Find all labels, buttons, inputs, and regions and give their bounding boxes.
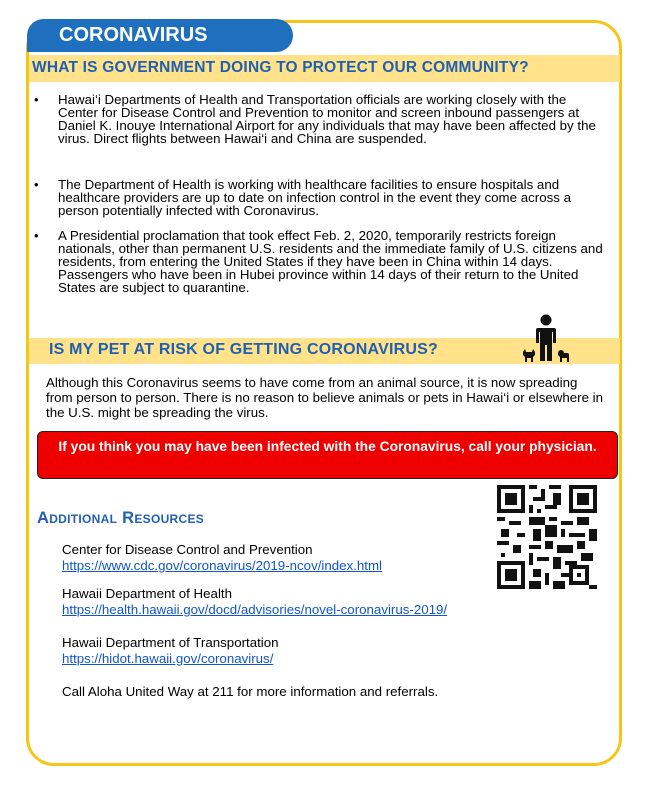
alert-banner: If you think you may have been infected with the Coronavirus, call your physician. <box>37 431 618 479</box>
resource-dot <box>62 635 279 667</box>
resource-link-cdc[interactable]: https://www.cdc.gov/coronavirus/2019-ncov/index.html <box>62 558 383 573</box>
resource-name: Hawaii Department of Transportation <box>62 635 279 650</box>
resource-link-doh[interactable]: https://health.hawaii.gov/docd/advisories/novel-coronavirus-2019/ <box>62 602 448 617</box>
pet-risk-paragraph: Although this Coronavirus seems to have come from an animal source, it is now spreading from person to person. There is no reason to believe animals or pets in Hawai‘i or elsewhere in the U.S. might be spreading the virus. <box>46 375 604 420</box>
section-pet-heading: IS MY PET AT RISK OF GETTING CORONAVIRUS? <box>49 341 438 358</box>
section-government-header <box>29 55 620 82</box>
list-item: • The Department of Health is working with healthcare facilities to ensure hospitals and healthcare providers are up to date on infection control in the event they come across a person potentially infected with Coronavirus. <box>37 178 607 217</box>
section-government-heading: WHAT IS GOVERNMENT DOING TO PROTECT OUR COMMUNITY? <box>32 59 529 76</box>
government-bullet-list <box>37 93 607 294</box>
resource-cdc <box>62 542 382 574</box>
resource-name: Hawaii Department of Health <box>62 586 232 601</box>
resource-doh <box>62 586 447 618</box>
list-item: • Hawai‘i Departments of Health and Transportation officials are working closely with the Center for Disease Control and Prevention to monitor and screen inbound passengers at Daniel K. Inouye International Airport for any individuals that may have been affected by the virus. Direct flights between Hawai‘i and China are suspended. <box>37 93 607 145</box>
aloha-united-way-note: Call Aloha United Way at 211 for more information and referrals. <box>62 684 439 699</box>
page-title: CORONAVIRUS <box>27 19 293 52</box>
qr-code-icon <box>497 484 597 590</box>
family-with-pets-icon <box>520 313 572 363</box>
resources-heading: Additional Resources <box>37 509 205 527</box>
list-item: • A Presidential proclamation that took effect Feb. 2, 2020, temporarily restricts foreign nationals, other than permanent U.S. residents and the immediate family of U.S. citizens and residents, from entering the United States if they have been in China within 14 days. Passengers who have been in Hubei province within 14 days of their return to the United States are subject to quarantine. <box>37 229 607 294</box>
resource-name: Center for Disease Control and Prevention <box>62 542 313 557</box>
resource-link-dot[interactable]: https://hidot.hawaii.gov/coronavirus/ <box>62 651 274 666</box>
